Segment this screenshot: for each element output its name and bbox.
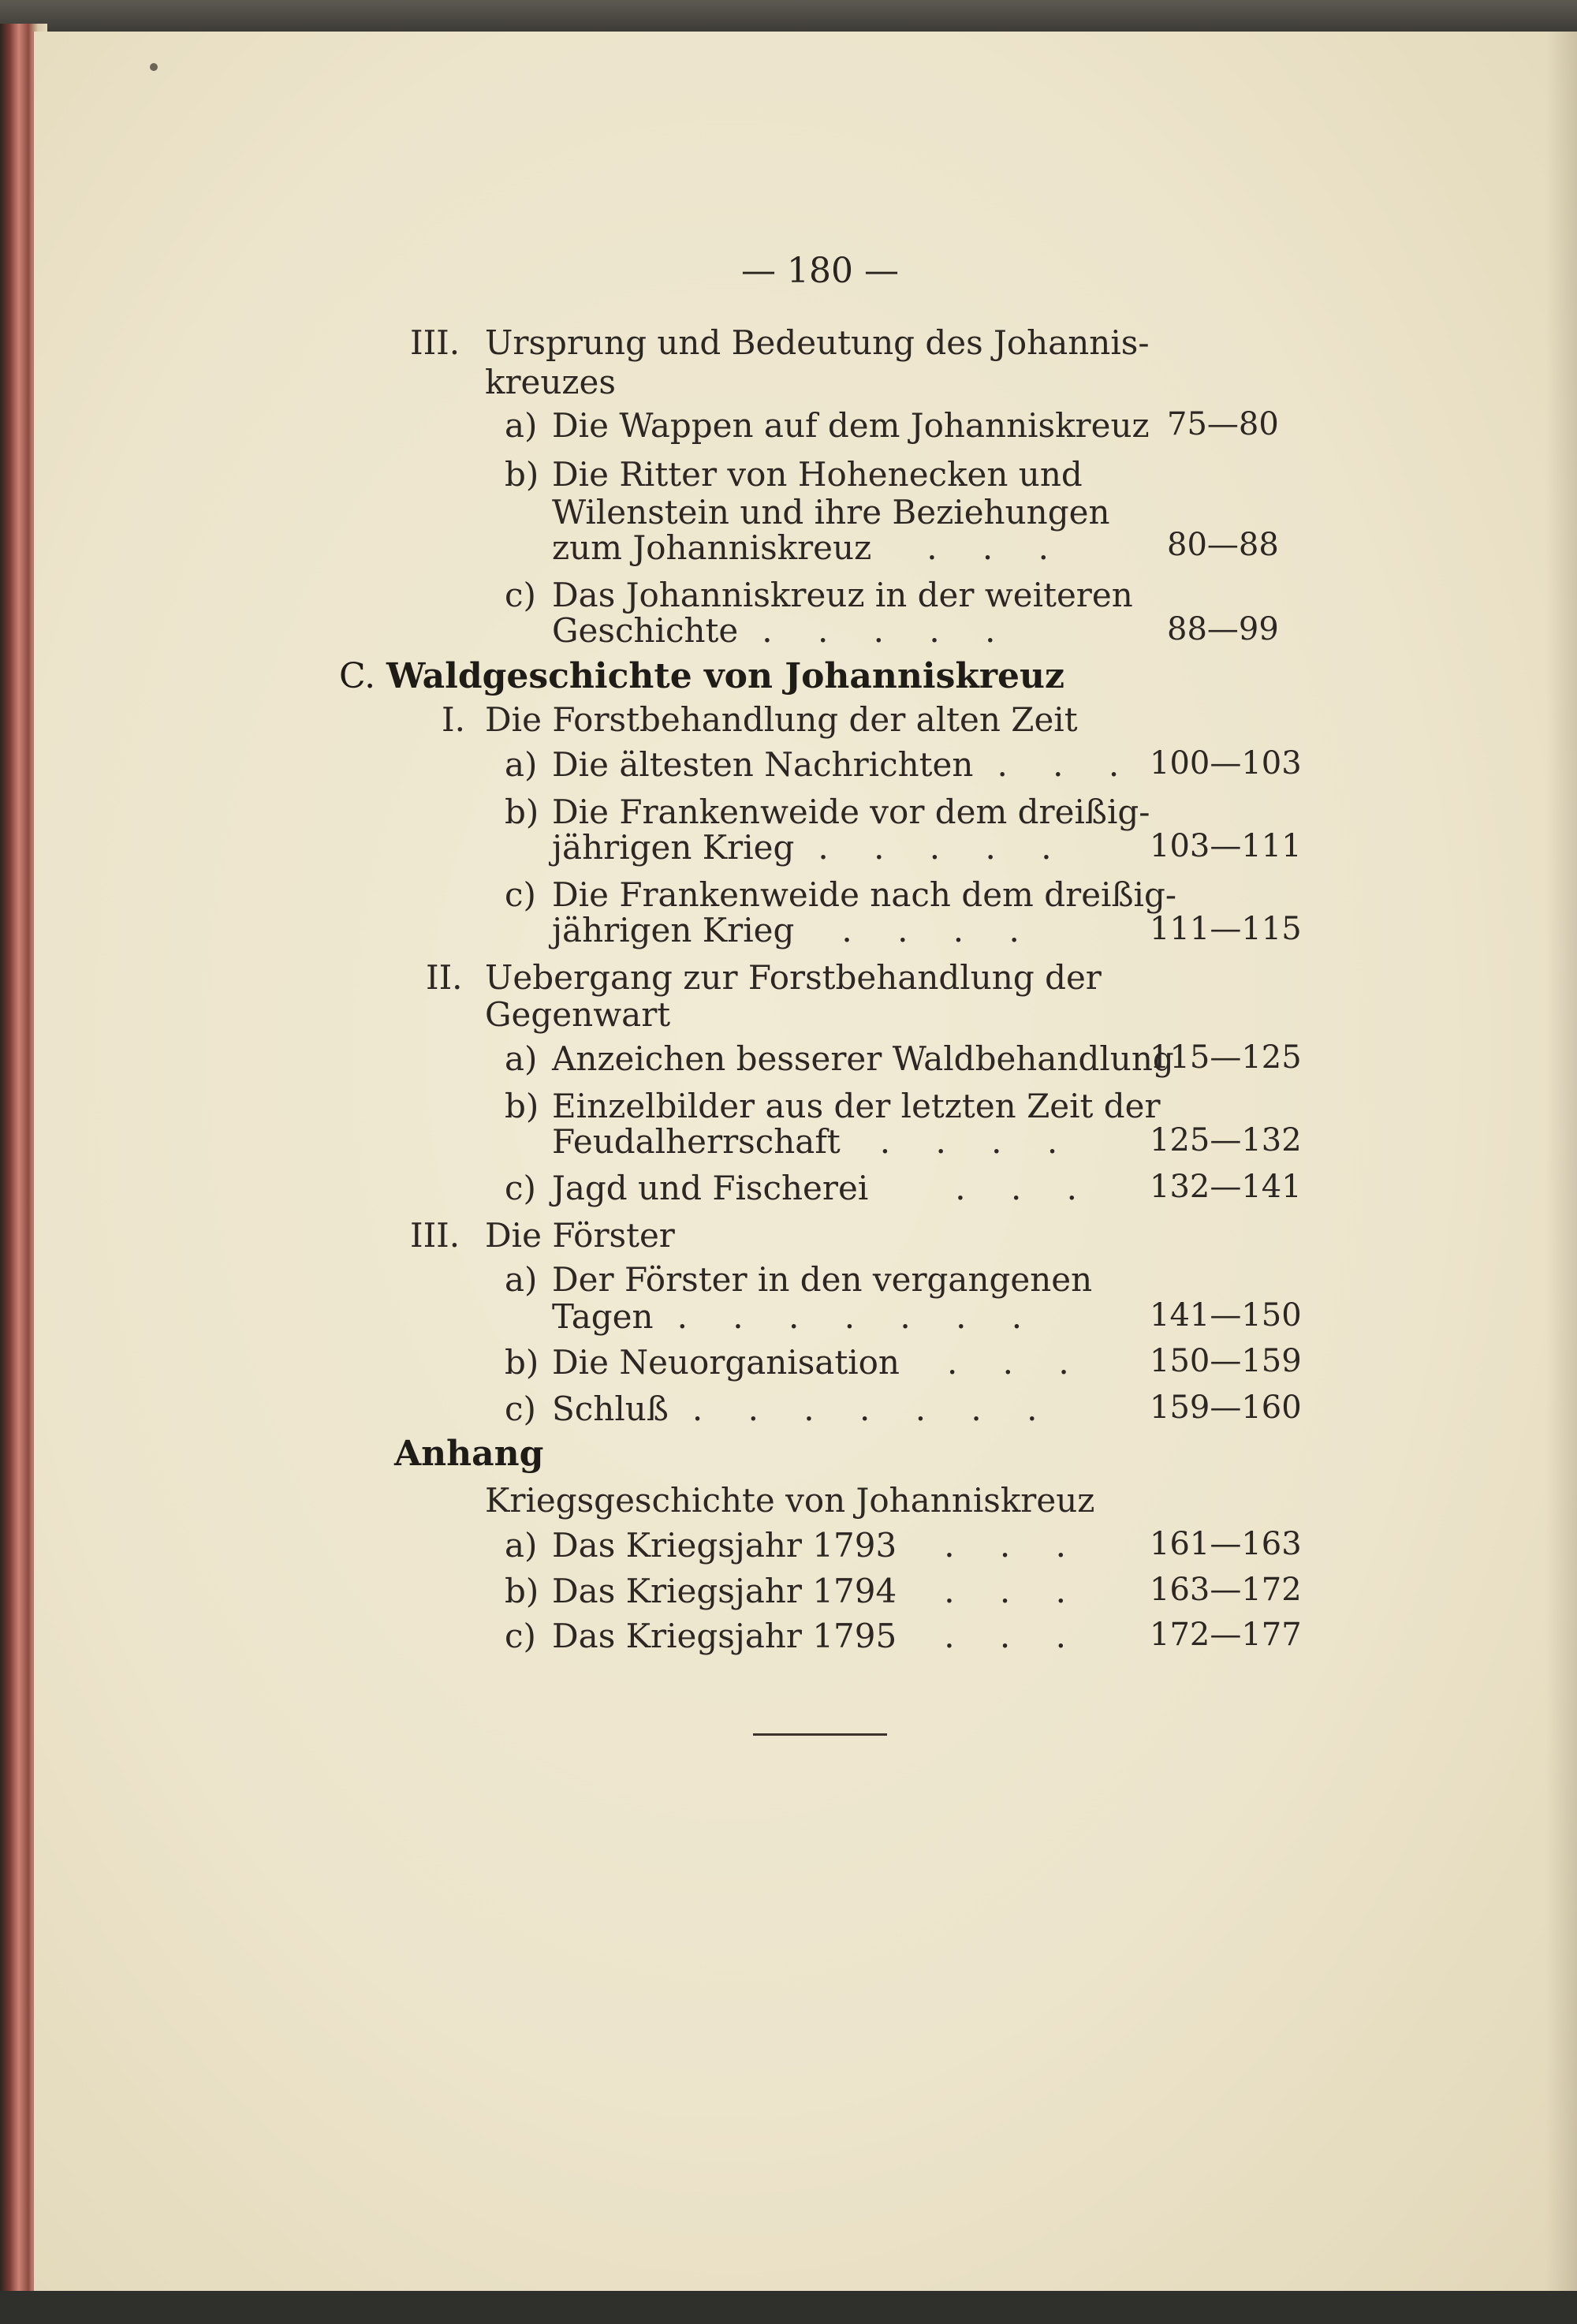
page-range: 161—163 xyxy=(1150,1526,1302,1562)
leader-dots: . . . xyxy=(944,1617,1083,1655)
entry-text: Die Förster xyxy=(485,1216,675,1255)
toc-entry xyxy=(505,793,1150,831)
toc-entry xyxy=(410,323,1150,362)
leader-dots: . . . . . . . xyxy=(677,1297,1040,1336)
entry-text: Uebergang zur Forstbehandlung der xyxy=(485,958,1102,997)
closing-rule xyxy=(753,1733,887,1736)
toc-entry xyxy=(426,958,1102,997)
page-range: 141—150 xyxy=(1150,1297,1302,1334)
entry-text: jährigen Krieg xyxy=(552,828,795,867)
page-number: — 180 — xyxy=(741,251,899,291)
page xyxy=(32,32,1577,2295)
page-range: 100—103 xyxy=(1150,745,1302,782)
leader-dots: . . . xyxy=(955,1169,1095,1207)
page-range: 80—88 xyxy=(1167,527,1279,563)
toc-entry xyxy=(505,1572,1083,1610)
entry-number: c) xyxy=(505,875,536,914)
leader-dots: . . . xyxy=(946,1343,1087,1382)
page-range: 111—115 xyxy=(1150,911,1302,947)
toc-entry xyxy=(505,1087,1161,1125)
entry-text: Die Forstbehandlung der alten Zeit xyxy=(485,700,1078,739)
toc-entry xyxy=(442,700,1078,739)
entry-number: b) xyxy=(505,1572,539,1610)
page-range: 163—172 xyxy=(1150,1572,1302,1608)
entry-text: Die Wappen auf dem Johanniskreuz xyxy=(552,406,1150,445)
appendix-subtitle: Kriegsgeschichte von Johanniskreuz xyxy=(485,1481,1095,1520)
entry-number: III. xyxy=(410,1216,460,1255)
leader-dots: . . . xyxy=(944,1526,1083,1565)
toc-entry xyxy=(505,1390,1054,1428)
entry-text: Das Kriegsjahr 1794 xyxy=(552,1572,897,1610)
toc-entry-continuation xyxy=(552,828,1069,867)
toc-entry xyxy=(410,1216,675,1255)
entry-number: a) xyxy=(505,1039,538,1078)
page-range: 172—177 xyxy=(1150,1617,1302,1653)
entry-number: a) xyxy=(505,745,538,784)
leader-dots: . . . xyxy=(997,745,1137,784)
entry-text: zum Johanniskreuz xyxy=(552,528,872,567)
entry-text: Tagen xyxy=(552,1297,654,1336)
leader-dots: . . . xyxy=(944,1572,1083,1610)
entry-text: Geschichte xyxy=(552,611,739,650)
toc-entry xyxy=(505,455,1083,494)
entry-text: Das Johanniskreuz in der weiteren xyxy=(552,576,1133,614)
paper-speck xyxy=(150,63,158,71)
entry-number: a) xyxy=(505,1526,538,1565)
toc-entry-continuation: Wilenstein und ihre Beziehungen xyxy=(552,493,1110,532)
toc-entry-continuation xyxy=(552,911,1037,949)
toc-entry xyxy=(505,1169,1094,1207)
entry-number: c) xyxy=(505,576,536,614)
entry-text: Die Frankenweide vor dem dreißig- xyxy=(552,793,1150,831)
leader-dots: . . . . . xyxy=(818,828,1069,867)
toc-entry xyxy=(505,745,1136,784)
toc-entry xyxy=(505,1526,1083,1565)
bottom-background xyxy=(0,2291,1577,2324)
toc-entry-continuation: Gegenwart xyxy=(485,995,671,1034)
toc-entry-continuation xyxy=(552,1297,1039,1336)
toc-entry-continuation: kreuzes xyxy=(485,363,616,401)
page-range: 125—132 xyxy=(1150,1122,1302,1158)
appendix-heading: Anhang xyxy=(394,1434,544,1474)
entry-text: Das Kriegsjahr 1795 xyxy=(552,1617,897,1655)
entry-text: Der Förster in den vergangenen xyxy=(552,1260,1093,1299)
entry-number: II. xyxy=(426,958,463,997)
entry-text: Die Ritter von Hohenecken und xyxy=(552,455,1083,494)
entry-text: Die Neuorganisation xyxy=(552,1343,900,1382)
entry-number: c) xyxy=(505,1617,536,1655)
leader-dots: . . . xyxy=(926,528,1066,567)
entry-text: Schluß xyxy=(552,1390,669,1428)
page-range: 159—160 xyxy=(1150,1390,1302,1426)
page-range: 150—159 xyxy=(1150,1343,1302,1379)
entry-number: c) xyxy=(505,1169,536,1207)
toc-entry-continuation xyxy=(552,611,1012,650)
entry-number: b) xyxy=(505,793,539,831)
toc-entry xyxy=(505,1343,1087,1382)
entry-text: Ursprung und Bedeutung des Johannis- xyxy=(485,323,1150,362)
entry-number: a) xyxy=(505,1260,538,1299)
toc-entry xyxy=(505,406,1150,445)
section-heading xyxy=(339,656,1064,696)
page-range: 132—141 xyxy=(1150,1169,1302,1205)
page-shadow xyxy=(1545,32,1577,2295)
toc-entry-continuation xyxy=(552,1122,1075,1161)
entry-number: b) xyxy=(505,1343,539,1382)
entry-text: Anzeichen besserer Waldbehandlung xyxy=(552,1039,1174,1078)
toc-entry xyxy=(505,1617,1083,1655)
page-range: 75—80 xyxy=(1167,406,1279,442)
entry-number: III. xyxy=(410,323,460,362)
entry-text: Jagd und Fischerei xyxy=(552,1169,869,1207)
toc-entry xyxy=(505,1260,1092,1299)
toc-entry xyxy=(505,576,1133,614)
leader-dots: . . . . . . . xyxy=(692,1390,1055,1428)
book-cover-top xyxy=(0,0,1577,35)
section-title: Waldgeschichte von Johanniskreuz xyxy=(386,656,1065,696)
entry-number: b) xyxy=(505,455,539,494)
page-range: 88—99 xyxy=(1167,611,1279,647)
entry-text: Das Kriegsjahr 1793 xyxy=(552,1526,897,1565)
leader-dots: . . . . xyxy=(879,1122,1076,1161)
toc-entry xyxy=(505,1039,1174,1078)
toc-entry xyxy=(505,875,1176,914)
section-number: C. xyxy=(339,656,376,696)
page-range: 103—111 xyxy=(1150,828,1302,864)
entry-text: Feudalherrschaft xyxy=(552,1122,841,1161)
leader-dots: . . . . . xyxy=(762,611,1013,650)
entry-text: Die ältesten Nachrichten xyxy=(552,745,974,784)
entry-number: I. xyxy=(442,700,465,739)
entry-text: Einzelbilder aus der letzten Zeit der xyxy=(552,1087,1161,1125)
entry-number: c) xyxy=(505,1390,536,1428)
entry-text: Die Frankenweide nach dem dreißig- xyxy=(552,875,1177,914)
entry-text: jährigen Krieg xyxy=(552,911,795,949)
entry-number: b) xyxy=(505,1087,539,1125)
toc-entry-continuation xyxy=(552,528,1066,567)
entry-number: a) xyxy=(505,406,538,445)
leader-dots: . . . . xyxy=(841,911,1037,949)
page-range: 115—125 xyxy=(1150,1039,1302,1076)
